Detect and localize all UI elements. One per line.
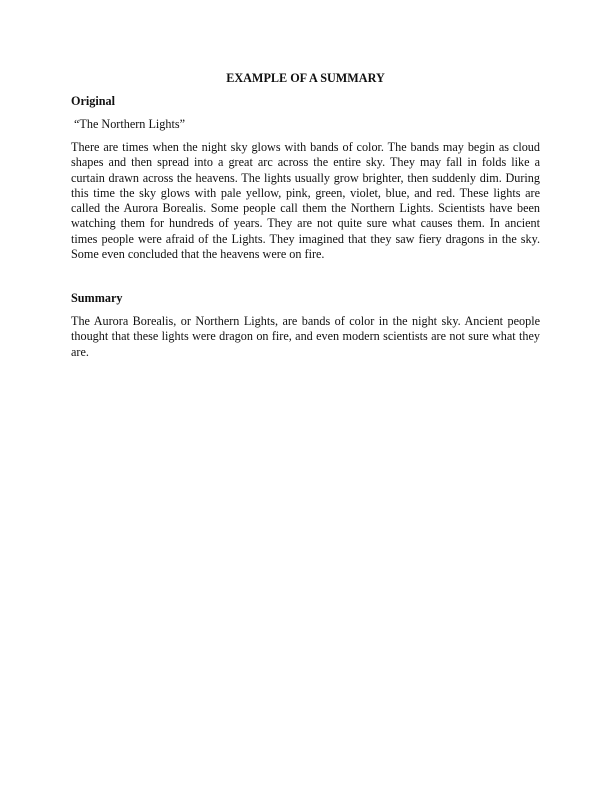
summary-paragraph: The Aurora Borealis, or Northern Lights, are bands of color in the night sky. Ancient people thought that these lights were dragon on fire, and even modern scientists are not sure what they are. [71,314,540,359]
document-title: EXAMPLE OF A SUMMARY [226,71,385,85]
original-paragraph: There are times when the night sky glows with bands of color. The bands may begin as cloud shapes and then spread into a great arc across the entire sky. They may fall in folds like a curtain drawn across the heavens. The lights usually grow brighter, then suddenly dim. During this time the sky glows with pale yellow, pink, green, violet, blue, and red. These lights are called the Aurora Borealis. Some people call them the Northern Lights. Scientists have been watching them for hundreds of years. They are not quite sure what causes them. In ancient times people were afraid of the Lights. They imagined that they saw fiery dragons in the sky. Some even concluded that the heavens were on fire. [71,140,540,262]
original-heading: Original [71,94,116,108]
original-quote-title: “The Northern Lights” [74,117,186,131]
summary-heading: Summary [71,291,123,305]
